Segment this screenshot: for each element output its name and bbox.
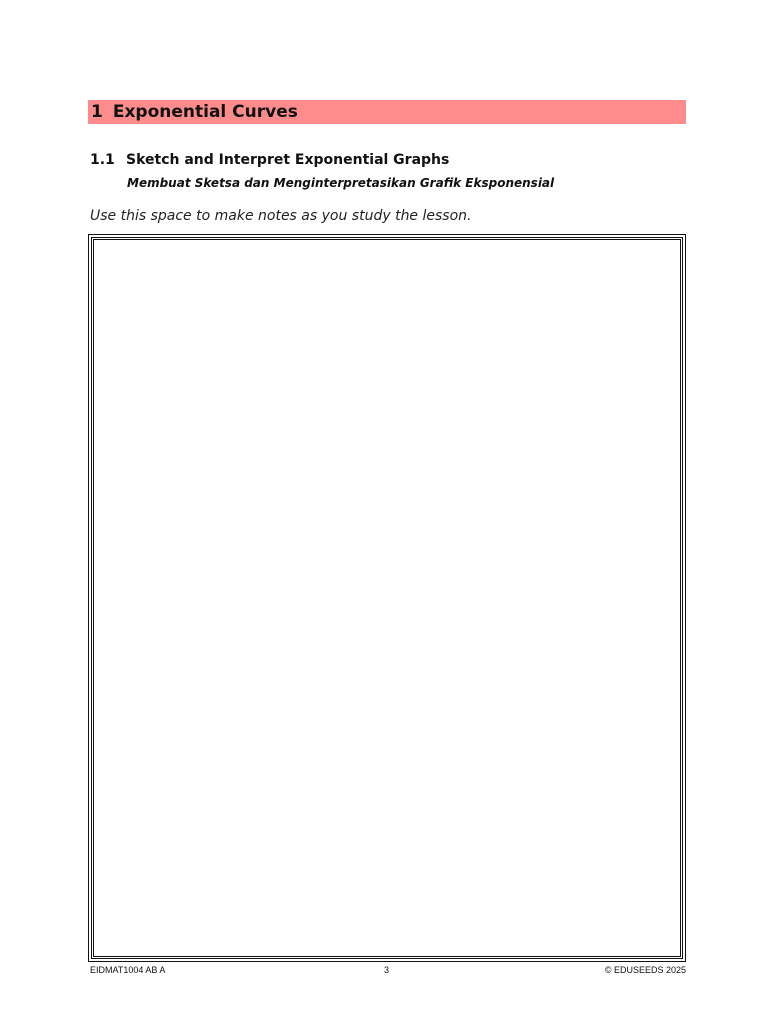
section-number: 1 (91, 102, 103, 122)
notes-area[interactable] (93, 239, 681, 957)
page-footer (90, 965, 686, 979)
notes-instruction: Use this space to make notes as you study the lesson. (90, 208, 472, 224)
subsection-translation: Membuat Sketsa dan Menginterpretasikan Grafik Eksponensial (127, 176, 555, 190)
copyright-notice: © EDUSEEDS 2025 (604, 965, 686, 975)
notes-box[interactable] (88, 234, 686, 962)
section-title: Exponential Curves (112, 102, 298, 122)
subsection-number: 1.1 (90, 152, 115, 168)
subsection-title: Sketch and Interpret Exponential Graphs (126, 152, 450, 168)
subsection-heading (90, 152, 449, 168)
page-number: 3 (384, 965, 390, 975)
section-banner (88, 100, 686, 124)
document-code: EIDMAT1004 AB A (90, 965, 166, 975)
